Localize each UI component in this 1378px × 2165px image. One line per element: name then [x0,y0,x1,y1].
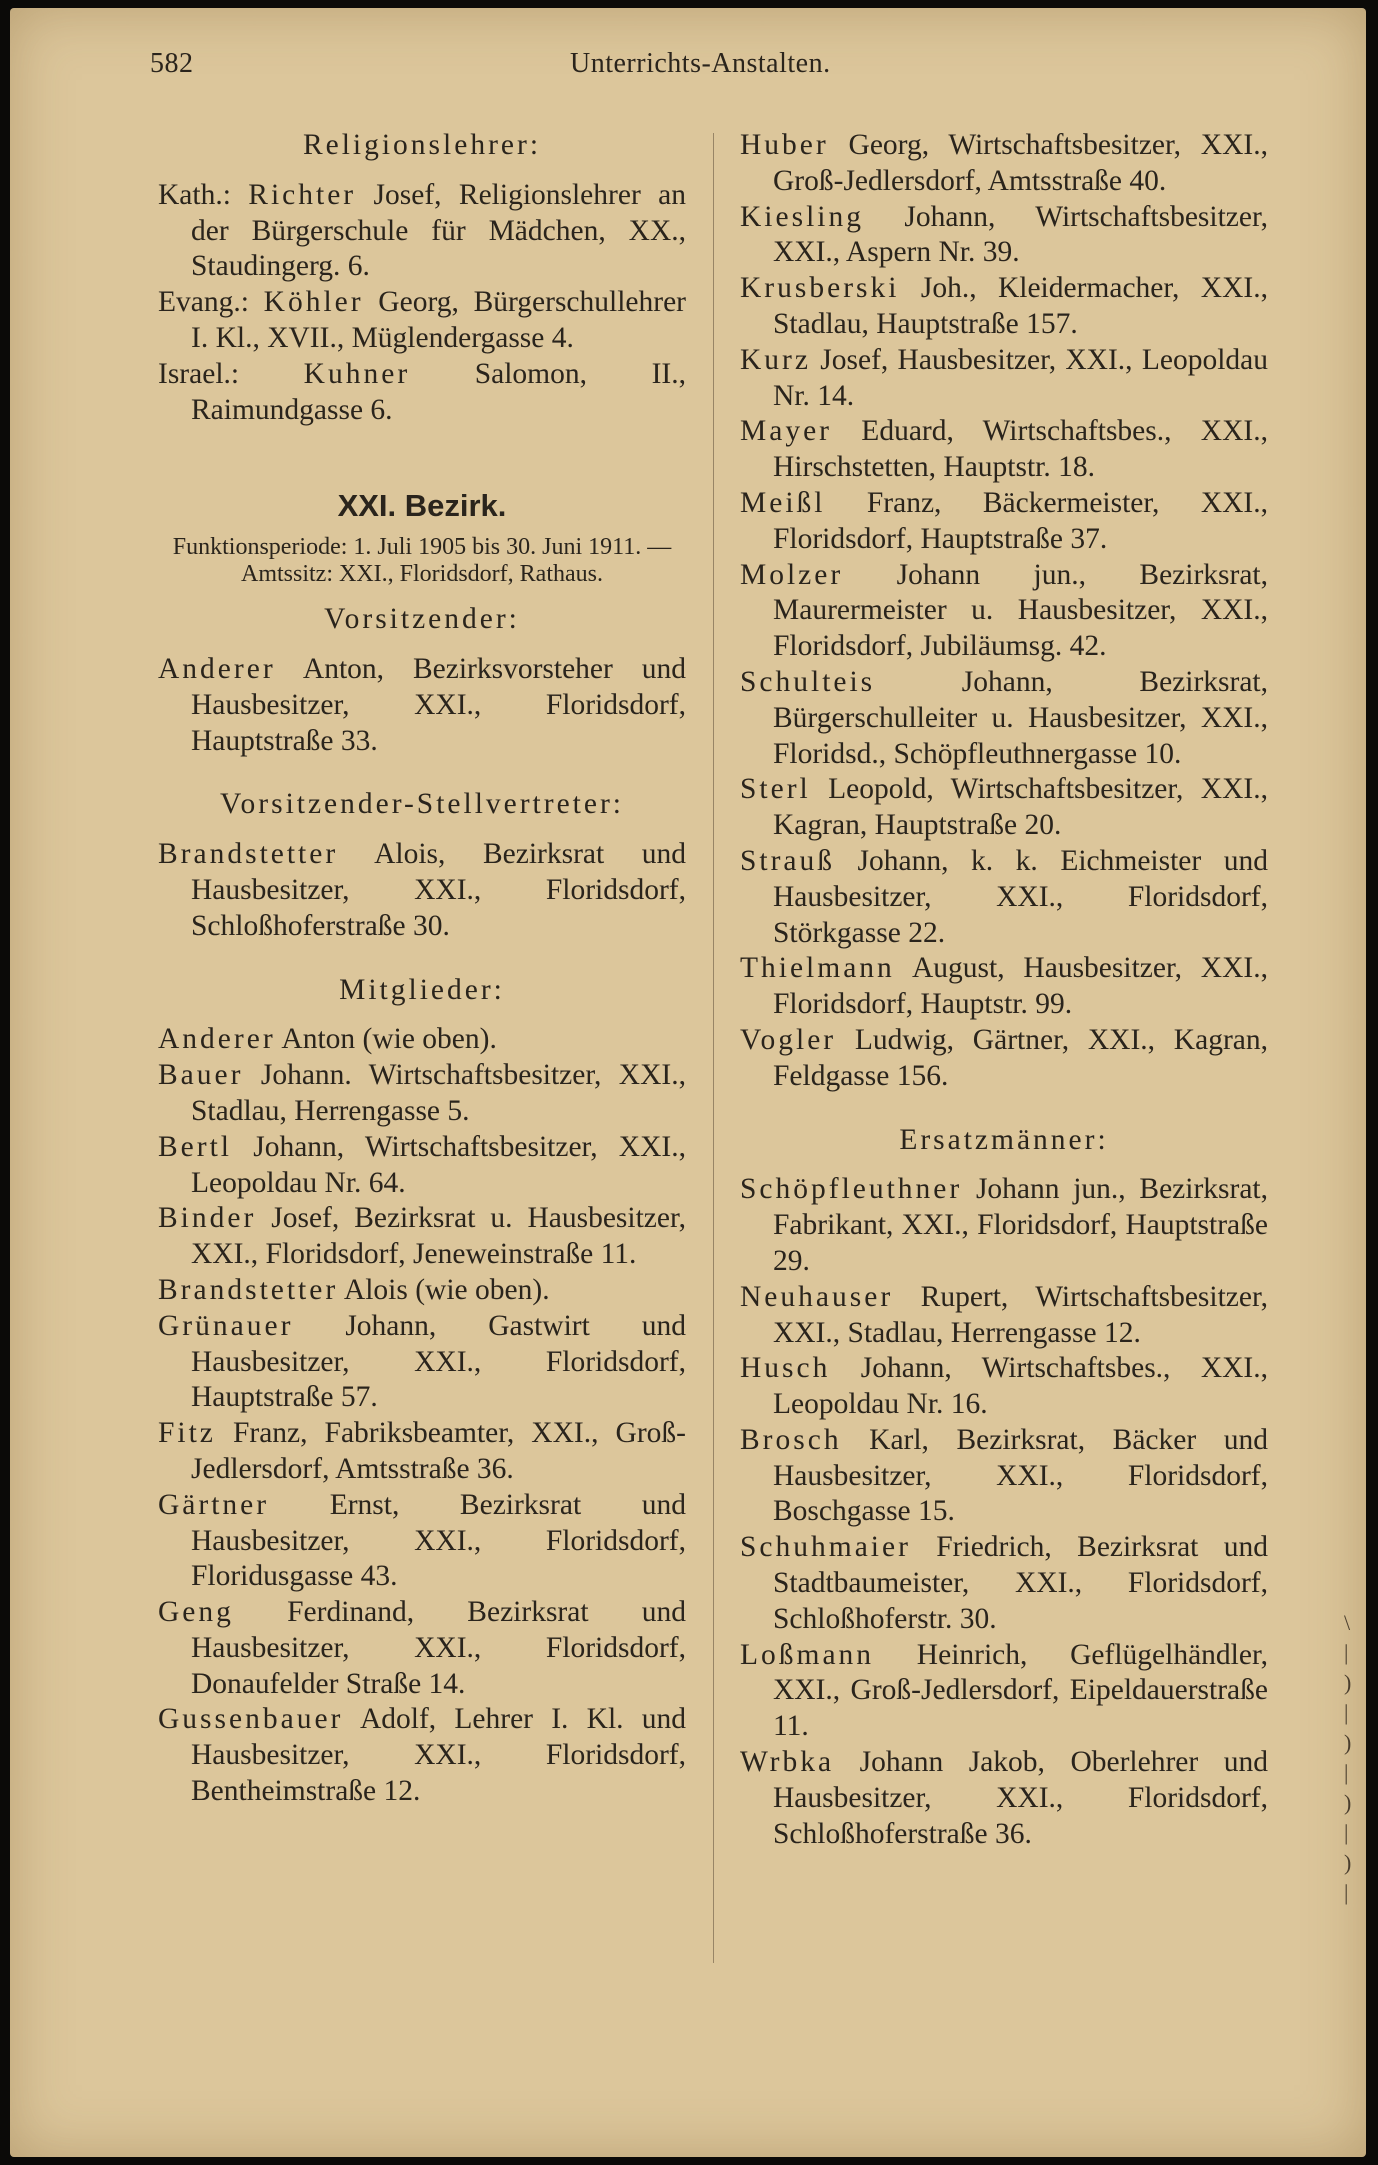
entry [740,844,1268,951]
entry-details: Salomon, II., Raimundgasse 6. [191,357,686,426]
entry [740,486,1268,558]
entry [158,1201,686,1273]
entry [158,1130,686,1202]
entry-name: Molzer [740,558,844,591]
ersatz-heading: Ersatzmänner: [899,1123,1109,1156]
entry [158,1309,686,1416]
entry [740,951,1268,1023]
funktion-text: Funktionsperiode: 1. Juli 1905 bis 30. Juni 1911. — Amtssitz: XXI., Floridsdorf, Rathaus. [172,534,672,588]
entry [740,772,1268,844]
entry-details: Alois, Bezirksrat und Hausbesitzer, XXI., Floridsdorf, Schloßhoferstraße 30. [191,838,686,942]
entry [740,1423,1268,1530]
entry [158,1022,686,1058]
entry-details: Ludwig, Gärtner, XXI., Kagran, Feldgasse 156. [773,1023,1268,1092]
entry [740,1280,1268,1352]
entry-name: Grünauer [158,1309,294,1342]
entry [740,665,1268,772]
entry-details: Josef, Bezirksrat u. Hausbesitzer, XXI., Floridsdorf, Jeneweinstraße 11. [191,1202,686,1271]
entry-details: Johann, Bezirksrat, Bürgerschulleiter u. Hausbesitzer, XXI., Floridsd., Schöpfleuthnergasse 10. [773,665,1268,770]
entry [740,343,1268,415]
ersatz-list [740,1172,1268,1852]
entry [740,128,1268,200]
entry-name: Brandstetter [158,838,339,871]
entry-name: Schuhmaier [740,1531,911,1564]
entry-name: Mayer [740,415,832,448]
entry-name: Meißl [740,486,826,519]
entry [740,271,1268,343]
entry-name: Richter [248,178,357,211]
entry-name: Husch [740,1352,831,1385]
entry-name: Brandstetter [158,1273,339,1306]
entry-details: Georg, Wirtschaftsbesitzer, XXI., Groß-Jedlersdorf, Amtsstraße 40. [773,129,1268,197]
entry-name: Geng [158,1596,234,1629]
entry [740,1023,1268,1095]
entry-details: Heinrich, Geflügelhändler, XXI., Groß-Jedlersdorf, Eipeldauerstraße 11. [773,1638,1268,1743]
entry-name: Kuhner [303,357,411,390]
entry-name: Köhler [263,286,364,319]
entry-details: Joh., Kleidermacher, XXI., Stadlau, Hauptstraße 157. [773,272,1268,340]
right-column [740,128,1268,1852]
margin-marks: \ | ) | ) | ) | ) | [1344,1610,1352,1905]
page-number: 582 [150,48,194,79]
entry-name: Bertl [158,1130,232,1163]
entry [158,1702,686,1809]
entry-name: Gussenbauer [158,1703,344,1736]
entry-details: Johann, Wirtschaftsbesitzer, XXI., Leopoldau Nr. 64. [191,1130,686,1199]
entry [158,1273,686,1309]
entry [740,1351,1268,1423]
entry [740,1638,1268,1745]
entry-name: Fitz [158,1417,216,1450]
mitglieder-heading: Mitglieder: [339,973,505,1006]
entry-details: Johann, Wirtschaftsbesitzer, XXI., Aspern Nr. 39. [773,200,1268,269]
entry [740,414,1268,486]
entry-details: Georg, Bürgerschullehrer I. Kl., XVII., Müglendergasse 4. [191,286,687,354]
entry [158,652,686,759]
entry-name: Schulteis [740,665,876,698]
entry-name: Gärtner [158,1488,270,1521]
book-page [10,8,1366,2157]
entry-name: Binder [158,1202,257,1235]
entry-details: Johann jun., Bezirksrat, Fabrikant, XXI., Floridsdorf, Hauptstraße 29. [773,1173,1268,1277]
entry [158,1058,686,1130]
running-title: Unterrichts-Anstalten. [570,48,831,79]
entry [158,1488,686,1595]
entry-details: Johann. Wirtschaftsbesitzer, XXI., Stadlau, Herrengasse 5. [191,1059,686,1127]
entry-name: Bauer [158,1059,244,1092]
entry [158,357,686,429]
entry-details: Franz, Fabriksbeamter, XXI., Groß-Jedlersdorf, Amtsstraße 36. [191,1417,686,1485]
entry-name: Schöpfleuthner [740,1173,963,1206]
entry-details: Adolf, Lehrer I. Kl. und Hausbesitzer, XXI., Floridsdorf, Bentheimstraße 12. [191,1703,686,1808]
entry-name: Loßmann [740,1638,875,1671]
entry [158,1595,686,1702]
entry-details: Alois (wie oben). [338,1273,550,1306]
entry-name: Wrbka [740,1746,835,1779]
entry-details: Rupert, Wirtschaftsbesitzer, XXI., Stadlau, Herrengasse 12. [773,1280,1268,1349]
entry [158,837,686,944]
entry [740,1745,1268,1852]
entry-name: Anderer [158,652,276,685]
entry-details: Eduard, Wirtschaftsbes., XXI., Hirschstetten, Hauptstr. 18. [773,415,1268,484]
entry [740,1530,1268,1637]
entry-prefix: Israel.: [158,357,304,390]
entry-details: Leopold, Wirtschaftsbesitzer, XXI., Kagran, Hauptstraße 20. [773,773,1268,842]
entry-name: Brosch [740,1423,842,1456]
entry-name: Krusberski [740,272,900,305]
entry-details: Johann, k. k. Eichmeister und Hausbesitzer, XXI., Floridsdorf, Störkgasse 22. [773,844,1268,949]
column-divider [713,133,714,1963]
bezirk-title: XXI. Bezirk. [337,488,507,524]
vorsitzender-list [158,652,686,759]
entry-details: Johann Jakob, Oberlehrer und Hausbesitzer, XXI., Floridsdorf, Schloßhoferstraße 36. [773,1746,1268,1850]
entry-name: Kiesling [740,200,864,233]
entry-details: August, Hausbesitzer, XXI., Floridsdorf, Hauptstr. 99. [773,952,1268,1021]
entry [740,558,1268,665]
entry-name: Neuhauser [740,1280,894,1313]
entry-details: Johann jun., Bezirksrat, Maurermeister u. Hausbesitzer, XXI., Floridsdorf, Jubiläumsg. 42. [773,558,1268,663]
entry-name: Vogler [740,1023,837,1056]
entry [158,1416,686,1488]
mitglieder-left-list [158,1022,686,1810]
entry-details: Josef, Religionslehrer an der Bürgerschule für Mädchen, XX., Staudingerg. 6. [191,178,686,283]
entry-details: Ernst, Bezirksrat und Hausbesitzer, XXI., Floridsdorf, Floridusgasse 43. [191,1488,686,1593]
stellvertreter-list [158,837,686,944]
entry [740,1172,1268,1279]
entry-name: Sterl [740,773,811,806]
entry-details: Franz, Bäckermeister, XXI., Floridsdorf, Hauptstraße 37. [773,486,1268,555]
entry [158,178,686,285]
entry [740,200,1268,272]
entry-details: Karl, Bezirksrat, Bäcker und Hausbesitzer, XXI., Floridsdorf, Boschgasse 15. [773,1423,1268,1528]
entry-name: Anderer [158,1023,276,1056]
entry-details: Johann, Gastwirt und Hausbesitzer, XXI., Floridsdorf, Hauptstraße 57. [191,1309,686,1414]
mitglieder-right-list [740,128,1268,1095]
vorsitzender-heading: Vorsitzender: [324,603,520,636]
left-column [158,128,686,1810]
entry-details: Anton, Bezirksvorsteher und Hausbesitzer, XXI., Floridsdorf, Hauptstraße 33. [191,652,686,757]
entry-details: Ferdinand, Bezirksrat und Hausbesitzer, XXI., Floridsdorf, Donaufelder Straße 14. [191,1596,686,1700]
entry-name: Thielmann [740,952,895,985]
entry-name: Kurz [740,343,811,376]
entry-prefix: Kath.: [158,178,249,211]
entry-details: Friedrich, Bezirksrat und Stadtbaumeister, XXI., Floridsdorf, Schloßhoferstr. 30. [773,1531,1268,1635]
stellvertreter-heading: Vorsitzender-Stellvertreter: [220,788,624,821]
entry-details: Josef, Hausbesitzer, XXI., Leopoldau Nr. 14. [773,343,1268,412]
religion-heading: Religionslehrer: [302,129,542,161]
entry-name: Huber [740,129,829,161]
entry-details: Anton (wie oben). [275,1023,497,1056]
entry-name: Strauß [740,844,836,877]
entry-details: Johann, Wirtschaftsbes., XXI., Leopoldau Nr. 16. [773,1352,1268,1421]
religion-list [158,178,686,429]
entry [158,285,686,357]
entry-prefix: Evang.: [158,286,264,319]
